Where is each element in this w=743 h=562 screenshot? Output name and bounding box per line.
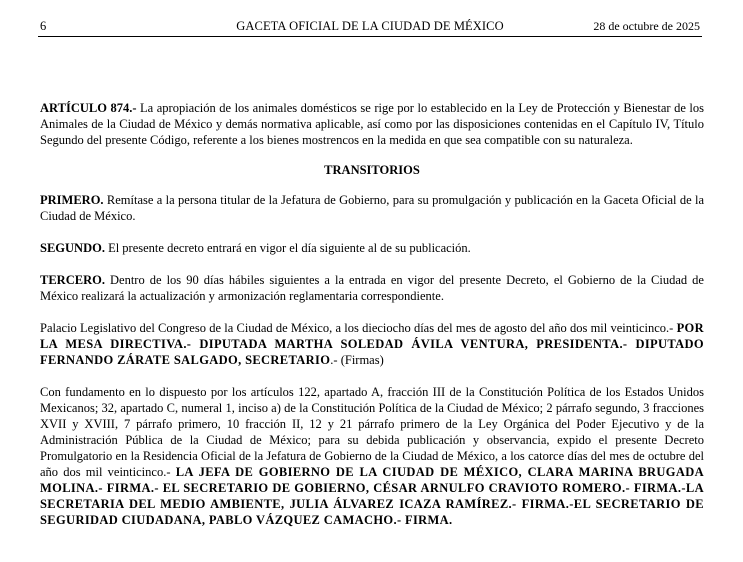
article-label: ARTÍCULO 874.-	[40, 101, 137, 115]
palacio-suffix: .- (Firmas)	[330, 353, 384, 367]
fundamento-signatures: LA JEFA DE GOBIERNO DE LA CIUDAD DE MÉXICO, CLARA MARINA BRUGADA MOLINA.- FIRMA.- EL SECRETARIO DE GOBIERNO, CÉSAR ARNULFO CRAVIOTO ROMERO.- FIRMA.-LA SECRETARIA DEL MEDIO AMBIENTE, JULIA ÁLVAREZ ICAZA RAMÍREZ.- FIRMA.-EL SECRETARIO DE SEGURIDAD CIUDADANA, PABLO VÁZQUEZ CAMACHO.- FIRMA.	[40, 465, 704, 527]
header-divider	[38, 36, 702, 37]
document-body	[40, 100, 704, 528]
palacio-paragraph	[40, 320, 704, 368]
page-header	[40, 18, 700, 34]
fundamento-paragraph	[40, 384, 704, 528]
fundamento-text: Con fundamento en lo dispuesto por los artículos 122, apartado A, fracción III de la Constitución Política de los Estados Unidos Mexicanos; 32, apartado C, numeral 1, inciso a) de la Constitución Política de la Ciudad de México; 2 párrafo segundo, 3 fracciones XVII y XVIII, 7 párrafo primero, 10 fracción II, 12 y 21 párrafo primero de la Ley Orgánica del Poder Ejecutivo y de la Administración Pública de la Ciudad de México; para su debida publicación y observancia, expido el presente Decreto Promulgatorio en la Residencia Oficial de la Jefatura de Gobierno de la Ciudad de México, a los catorce días del mes de octubre del año dos mil veinticinco.-	[40, 385, 704, 479]
palacio-text: Palacio Legislativo del Congreso de la Ciudad de México, a los dieciocho días del mes de agosto del año dos mil veinticinco.-	[40, 321, 677, 335]
segundo-paragraph	[40, 240, 704, 256]
page-number: 6	[40, 19, 47, 33]
tercero-paragraph	[40, 272, 704, 304]
gazette-title: GACETA OFICIAL DE LA CIUDAD DE MÉXICO	[236, 19, 504, 33]
tercero-label: TERCERO.	[40, 273, 105, 287]
issue-date: 28 de octubre de 2025	[593, 19, 700, 33]
primero-text: Remítase a la persona titular de la Jefatura de Gobierno, para su promulgación y publicación en la Gaceta Oficial de la Ciudad de México.	[40, 193, 704, 223]
tercero-text: Dentro de los 90 días hábiles siguientes a la entrada en vigor del presente Decreto, el Gobierno de la Ciudad de México realizará la actualización y armonización reglamentaria correspondiente.	[40, 273, 704, 303]
segundo-label: SEGUNDO.	[40, 241, 105, 255]
article-874-paragraph	[40, 100, 704, 148]
segundo-text: El presente decreto entrará en vigor el día siguiente al de su publicación.	[104, 241, 471, 255]
primero-label: PRIMERO.	[40, 193, 104, 207]
primero-paragraph	[40, 192, 704, 224]
article-text: La apropiación de los animales domésticos se rige por lo establecido en la Ley de Protección y Bienestar de los Animales de la Ciudad de México y demás normativa aplicable, así como por las disposiciones contenidas en el Capítulo IV, Título Segundo del presente Código, referente a los bienes mostrencos en la medida en que sea compatible con su naturaleza.	[40, 101, 705, 147]
transitorios-heading: TRANSITORIOS	[324, 163, 420, 177]
palacio-signatures: POR LA MESA DIRECTIVA.- DIPUTADA MARTHA SOLEDAD ÁVILA VENTURA, PRESIDENTA.- DIPUTADO FERNANDO ZÁRATE SALGADO, SECRETARIO	[40, 321, 704, 367]
